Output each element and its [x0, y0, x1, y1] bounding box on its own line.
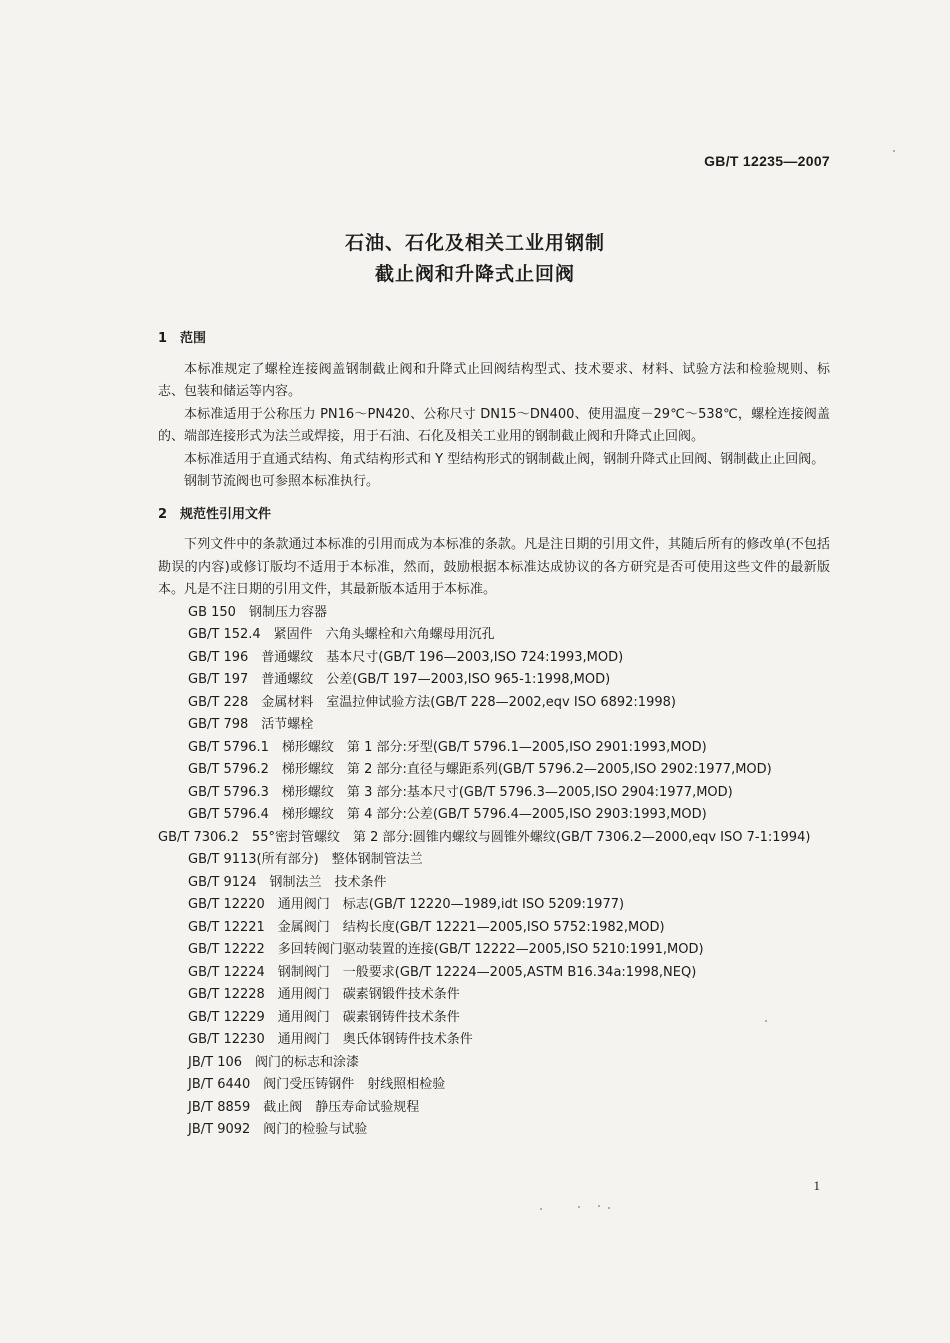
reference-list [158, 602, 830, 1142]
section-title: 规范性引用文件 [180, 506, 272, 522]
scan-speck [765, 1020, 767, 1022]
reference-item: GB/T 12228 通用阀门 碳素钢锻件技术条件 [188, 987, 460, 1002]
paragraph: 钢制节流阀也可参照本标准执行。 [184, 474, 380, 489]
reference-item: GB/T 12224 钢制阀门 一般要求(GB/T 12224—2005,ASTM B16.34a:1998,NEQ) [188, 964, 697, 980]
title-line-2: 截止阀和升降式止回阀 [374, 263, 575, 285]
reference-item: GB/T 9113(所有部分) 整体钢制管法兰 [188, 852, 423, 867]
reference-item: GB/T 5796.4 梯形螺纹 第 4 部分:公差(GB/T 5796.4—2005,ISO 2903:1993,MOD) [188, 807, 707, 822]
reference-item: GB/T 798 活节螺栓 [188, 717, 314, 732]
body-content [158, 328, 830, 1142]
document-title [0, 228, 950, 290]
reference-item: GB 150 钢制压力容器 [188, 604, 327, 620]
scan-speck [608, 1207, 610, 1209]
reference-item: JB/T 106 阀门的标志和涂漆 [188, 1054, 360, 1070]
reference-item: GB/T 5796.1 梯形螺纹 第 1 部分:牙型(GB/T 5796.1—2005,ISO 2901:1993,MOD) [188, 739, 707, 755]
section-1-heading [158, 328, 830, 351]
standard-code: GB/T 12235—2007 [704, 153, 830, 169]
scan-speck [893, 150, 895, 152]
reference-item: GB/T 12229 通用阀门 碳素钢铸件技术条件 [188, 1009, 460, 1025]
section-number: 1 [158, 331, 168, 346]
reference-item: GB/T 12230 通用阀门 奥氏体钢铸件技术条件 [188, 1032, 473, 1047]
reference-item: JB/T 8859 截止阀 静压寿命试验规程 [188, 1099, 420, 1115]
section-number: 2 [158, 506, 168, 522]
scan-speck [540, 1208, 542, 1210]
reference-item: GB/T 5796.2 梯形螺纹 第 2 部分:直径与螺距系列(GB/T 5796.2—2005,ISO 2902:1977,MOD) [188, 762, 772, 777]
section-title: 范围 [180, 331, 207, 346]
paragraph: 本标准适用于直通式结构、角式结构形式和 Y 型结构形式的钢制截止阀，钢制升降式止回阀、钢制截止止回阀。 [184, 451, 825, 467]
paragraph: 本标准适用于公称压力 PN16～PN420、公称尺寸 DN15～DN400、使用温度－29℃～538℃，螺栓连接阀盖的、端部连接形式为法兰或焊接，用于石油、石化及相关工业用的钢制截止阀和升降式止回阀。 [158, 406, 830, 444]
reference-item: GB/T 12222 多回转阀门驱动装置的连接(GB/T 12222—2005,ISO 5210:1991,MOD) [188, 942, 704, 957]
reference-item: GB/T 12220 通用阀门 标志(GB/T 12220—1989,idt ISO 5209:1977) [188, 897, 625, 912]
scan-speck [598, 1205, 600, 1207]
reference-item: JB/T 9092 阀门的检验与试验 [188, 1122, 368, 1137]
reference-item: GB/T 152.4 紧固件 六角头螺栓和六角螺母用沉孔 [188, 627, 495, 642]
scan-speck [578, 1206, 580, 1208]
reference-item: GB/T 196 普通螺纹 基本尺寸(GB/T 196—2003,ISO 724:1993,MOD) [188, 649, 624, 665]
reference-item: GB/T 7306.2 55°密封管螺纹 第 2 部分:圆锥内螺纹与圆锥外螺纹(GB/T 7306.2—2000,eqv ISO 7-1:1994) [158, 829, 811, 845]
reference-item: GB/T 12221 金属阀门 结构长度(GB/T 12221—2005,ISO 5752:1982,MOD) [188, 919, 665, 935]
reference-item: GB/T 9124 钢制法兰 技术条件 [188, 874, 387, 890]
reference-item: GB/T 228 金属材料 室温拉伸试验方法(GB/T 228—2002,eqv ISO 6892:1998) [188, 694, 676, 710]
section-2-heading [158, 504, 830, 527]
page-number: 1 [813, 1178, 820, 1193]
paragraph: 本标准规定了螺栓连接阀盖钢制截止阀和升降式止回阀结构型式、技术要求、材料、试验方法和检验规则、标志、包装和储运等内容。 [158, 361, 830, 399]
reference-item: JB/T 6440 阀门受压铸钢件 射线照相检验 [188, 1077, 446, 1092]
paragraph: 下列文件中的条款通过本标准的引用而成为本标准的条款。凡是注日期的引用文件，其随后所有的修改单(不包括勘误的内容)或修订版均不适用于本标准，然而，鼓励根据本标准达成协议的各方研究是否可使用这些文件的最新版本。凡是不注日期的引用文件，其最新版本适用于本标准。 [158, 537, 830, 597]
reference-item: GB/T 197 普通螺纹 公差(GB/T 197—2003,ISO 965-1:1998,MOD) [188, 672, 611, 687]
reference-item: GB/T 5796.3 梯形螺纹 第 3 部分:基本尺寸(GB/T 5796.3—2005,ISO 2904:1977,MOD) [188, 784, 733, 800]
title-line-1: 石油、石化及相关工业用钢制 [344, 232, 605, 254]
